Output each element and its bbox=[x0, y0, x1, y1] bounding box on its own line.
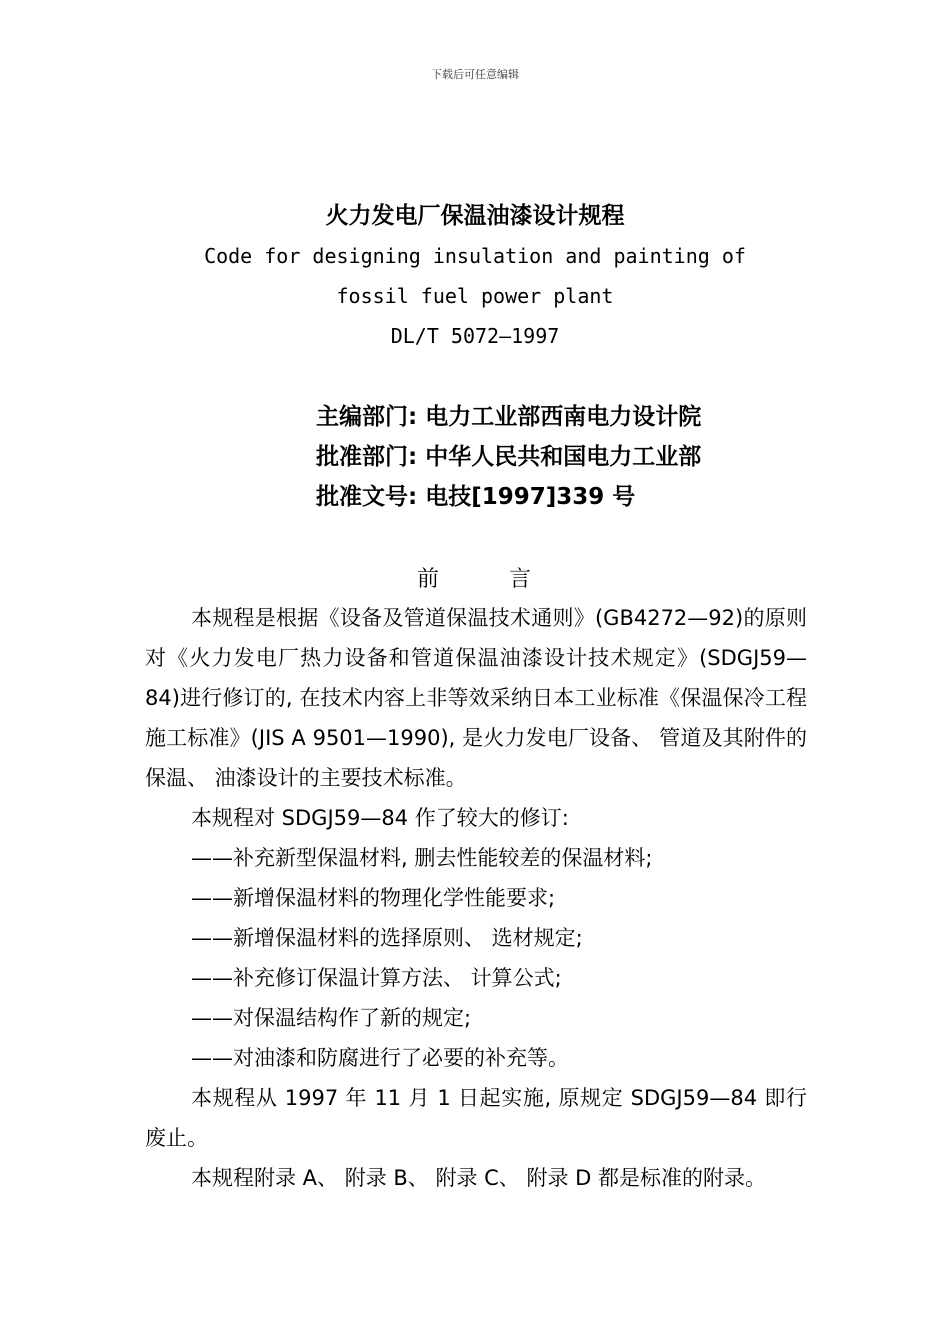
preface-paragraph-4: 本规程附录 A、 附录 B、 附录 C、 附录 D 都是标准的附录。 bbox=[191, 1166, 767, 1190]
english-title-line-2: fossil fuel power plant bbox=[336, 284, 614, 308]
preface-paragraph-3: 本规程从 1997 年 11 月 1 日起实施, 原规定 SDGJ59—84 即行废止。 bbox=[145, 1086, 807, 1150]
title-block bbox=[0, 196, 950, 356]
preface-heading-left: 前 bbox=[416, 567, 441, 592]
meta-block bbox=[316, 397, 876, 517]
standard-code: DL/T 5072—1997 bbox=[390, 324, 560, 348]
preface-heading bbox=[0, 560, 950, 600]
revision-item: ——补充修订保温计算方法、 计算公式; bbox=[191, 966, 562, 990]
preface-paragraph-2: 本规程对 SDGJ59—84 作了较大的修订: bbox=[191, 806, 569, 830]
preface-heading-right: 言 bbox=[509, 567, 534, 592]
preface-paragraph-1: 本规程是根据《设备及管道保温技术通则》(GB4272—92)的原则对《火力发电厂热力设备和管道保温油漆设计技术规定》(SDGJ59—84)进行修订的, 在技术内容上非等效采纳日本工业标准《保温保冷工程施工标准》(JIS A 9501—1990), 是火力发电厂设备、 管道及其附件的保温、 油漆设计的主要技术标准。 bbox=[145, 606, 807, 790]
revision-item: ——补充新型保温材料, 删去性能较差的保温材料; bbox=[191, 846, 653, 870]
editor-department: 主编部门: 电力工业部西南电力设计院 bbox=[316, 404, 702, 430]
revision-item: ——对保温结构作了新的规定; bbox=[191, 1006, 472, 1030]
revision-item: ——对油漆和防腐进行了必要的补充等。 bbox=[191, 1046, 569, 1070]
document-title: 火力发电厂保温油漆设计规程 bbox=[325, 203, 625, 229]
english-title-line-1: Code for designing insulation and painting of bbox=[204, 244, 746, 268]
header-note: 下载后可任意编辑 bbox=[431, 68, 519, 81]
approval-department: 批准部门: 中华人民共和国电力工业部 bbox=[316, 444, 702, 470]
revision-item: ——新增保温材料的物理化学性能要求; bbox=[191, 886, 556, 910]
approval-document-number: 批准文号: 电技[1997]339 号 bbox=[316, 484, 636, 510]
preface-body bbox=[145, 598, 807, 1198]
revision-item: ——新增保温材料的选择原则、 选材规定; bbox=[191, 926, 583, 950]
